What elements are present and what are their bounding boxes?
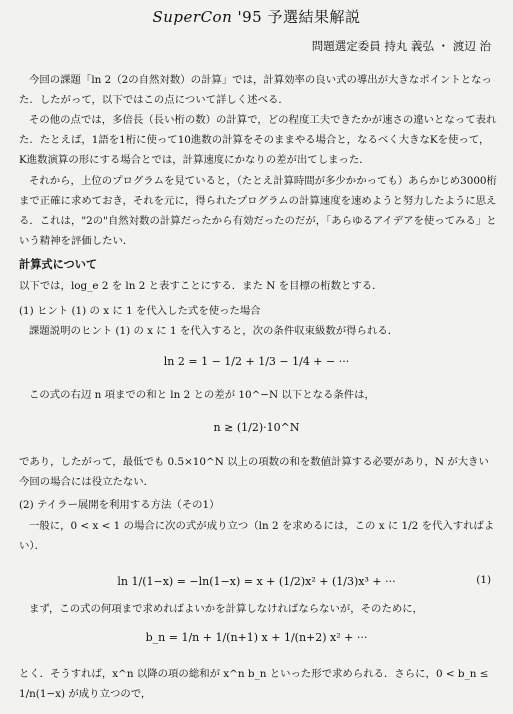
- title-text: '95 予選結果解説: [232, 8, 361, 26]
- equation-taylor: ln 1/(1−x) = −ln(1−x) = x + (1/2)x² + (1/3)x³ + ···: [117, 575, 396, 588]
- page-title: [0, 6, 513, 27]
- method-2-title: (2) テイラー展開を利用する方法（その1）: [19, 499, 220, 511]
- method-1-conclusion: であり，したがって，最低でも 0.5×10^N 以上の項数の和を数値計算する必要があり，N が大きい今回の場合には役立たない．: [19, 456, 489, 488]
- method-2-text-3: とく．そうすれば，x^n 以降の項の総和が x^n b_n といった形で求められる．さらに，0 < b_n ≤ 1/n(1−x) が成り立つので，: [19, 668, 489, 700]
- authors: 問題選定委員 持丸 義弘 ・ 渡辺 治: [311, 39, 491, 53]
- method-1-title: (1) ヒント (1) の x に 1 を代入した式を使った場合: [19, 305, 261, 317]
- method-1-text: 課題説明のヒント (1) の x に 1 を代入すると，次の条件収束級数が得られる．: [29, 325, 399, 337]
- section-paragraph: 以下では，log_e 2 を ln 2 と表すことにする．また N を目標の桁数とする．: [19, 280, 383, 292]
- method-2-text-2: まず，この式の何項まで求めればよいかを計算しなければならないが，そのために，: [29, 603, 424, 615]
- method-2-text: 一般に，0 < x < 1 の場合に次の式が成り立つ（ln 2 を求めるには，この x に 1/2 を代入すればよい）．: [19, 520, 495, 552]
- equation-number: (1): [476, 574, 491, 586]
- equation-n-condition: n ≳ (1/2)·10^N: [213, 421, 300, 434]
- intro-paragraph-3: それから，上位のプログラムを見ていると，（たとえ計算時間が多少かかっても）あらかじめ3000桁まで正確に求めておき，それを元に，得られたプログラムの計算速度を速めようと努力したように思える．これは，"2の"自然対数の計算だったから有効だったのだが，「あらゆるアイデアを使ってみる」という精神を評価したい．: [19, 175, 497, 247]
- section-heading: 計算式について: [19, 257, 98, 271]
- method-1-condition-text: この式の右辺 n 項までの和と ln 2 との差が 10^−N 以下となる条件は，: [29, 389, 375, 401]
- intro-paragraph-1: 今回の課題「ln 2（2の自然対数）の計算」では，計算効率の良い式の導出が大きなポイントとなった．したがって，以下ではこの点について詳しく述べる．: [19, 74, 492, 106]
- brand-name: SuperCon: [152, 8, 233, 26]
- equation-bn: b_n = 1/n + 1/(n+1) x + 1/(n+2) x² + ···: [145, 631, 368, 644]
- intro-paragraph-2: その他の点では，多倍長（長い桁の数）の計算で，どの程度工夫できたかが速さの違いとなって表れた．たとえば，1語を1桁に使って10進数の計算をそのままやる場合と，なるべく大きなKを使って，K進数演算の形にする場合とでは，計算速度にかなりの差が出てしまった．: [19, 114, 497, 166]
- equation-ln2-series: ln 2 = 1 − 1/2 + 1/3 − 1/4 + − ···: [163, 355, 350, 368]
